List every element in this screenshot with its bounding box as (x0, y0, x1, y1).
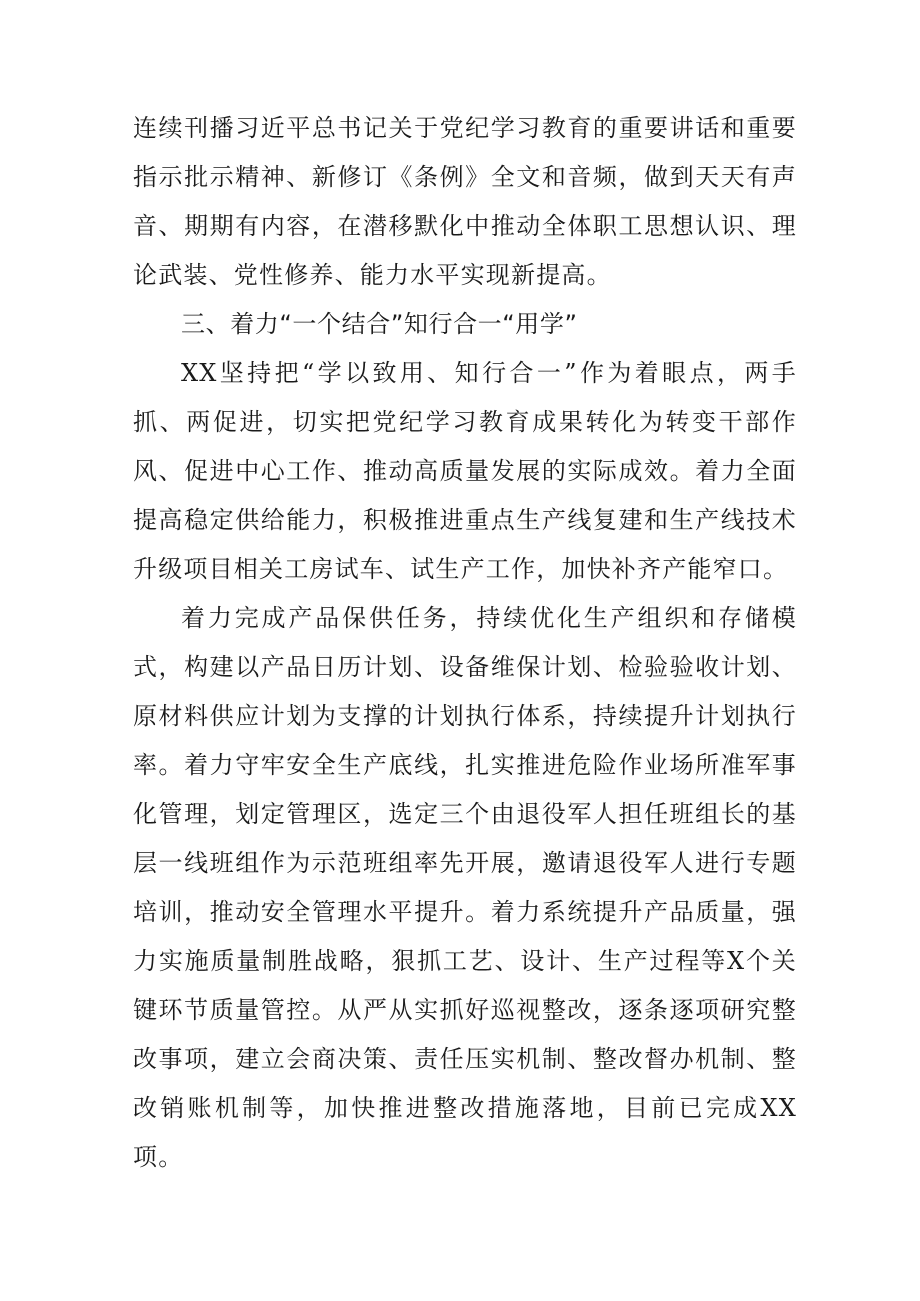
document-body (133, 104, 797, 1182)
paragraph-supply-tasks: 着力完成产品保供任务，持续优化生产组织和存储模式，构建以产品日历计划、设备维保计划、检验验收计划、原材料供应计划为支撑的计划执行体系，持续提升计划执行率。着力守牢安全生产底线，扎实推进危险作业场所准军事化管理，划定管理区，选定三个由退役军人担任班组长的基层一线班组作为示范班组率先开展，邀请退役军人进行专题培训，推动安全管理水平提升。着力系统提升产品质量，强力实施质量制胜战略，狠抓工艺、设计、生产过程等X个关键环节质量管控。从严从实抓好巡视整改，逐条逐项研究整改事项，建立会商决策、责任压实机制、整改督办机制、整改销账机制等，加快推进整改措施落地，目前已完成XX项。 (133, 604, 797, 1171)
paragraph-continued: 连续刊播习近平总书记关于党纪学习教育的重要讲话和重要指示批示精神、新修订《条例》全文和音频，做到天天有声音、期期有内容，在潜移默化中推动全体职工思想认识、理论武装、党性修养、能力水平实现新提高。 (133, 114, 797, 289)
paragraph-application: XX坚持把“学以致用、知行合一”作为着眼点，两手抓、两促进，切实把党纪学习教育成果转化为转变干部作风、促进中心工作、推动高质量发展的实际成效。着力全面提高稳定供给能力，积极推进重点生产线复建和生产线技术升级项目相关工房试车、试生产工作，加快补齐产能窄口。 (133, 359, 797, 583)
section-heading: 三、着力“一个结合”知行合一“用学” (181, 310, 578, 338)
